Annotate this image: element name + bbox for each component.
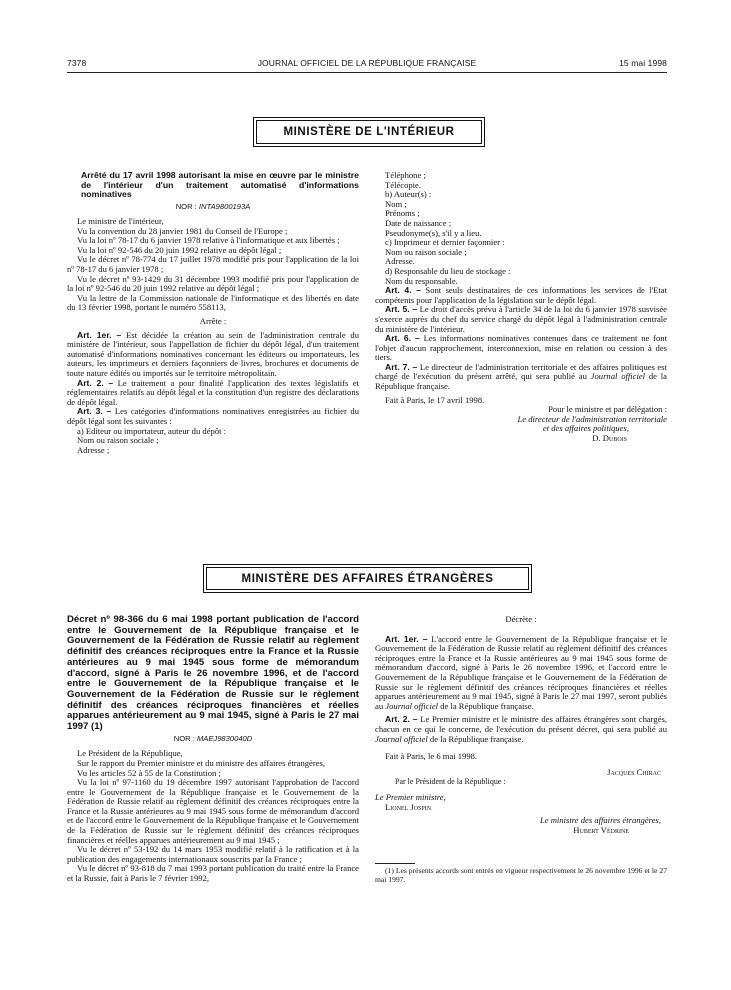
article-3-c: c) Imprimeur et dernier façonnier : (385, 237, 505, 248)
signer-name: D. Dubois (592, 433, 627, 444)
article-2: Art. 2. – Le traitement a pour finalité l'application des textes législatifs et réglementaires relatifs au dépôt légal et la constitution d'un registre des déclarations de dépôt légal. (67, 377, 359, 407)
article-7: Art. 7. – Le directeur de l'administration territoriale et des affaires politiques est chargé de l'exécution du présent arrêté, qui sera publié au Journal officiel de la République française. (375, 361, 667, 392)
list-item: Adresse ; (77, 444, 110, 455)
visa-paragraph: Vu le décret nº 53-192 du 14 mars 1953 modifié relatif à la ratification et à la publication des engagements internationaux souscrits par la France ; (67, 844, 359, 864)
signer-title: Le directeur de l'administration territoriale (517, 413, 667, 424)
article-3-d: d) Responsable du lieu de stockage : (385, 265, 511, 276)
ministry-interior-banner-label: MINISTÈRE DE L'INTÉRIEUR (256, 120, 482, 144)
article-1: Art. 1er. – L'accord entre le Gouvernement de la République française et le Gouvernement de la Fédération de Russie relatif au règlement définitif des créances réciproques entre la France et la Russie antérieures au 9 mai 1945 sous forme de mémorandum d'accord, signé à Paris le 26 novembre 1996, et l'accord entre le Gouvernement de la République française et le Gouvernement de la Fédération de Russie sur le règlement définitif des créances réciproques financières et réelles apparues antérieurement au 9 mai 1945, signé à Paris le 27 mai 1997, seront publiés au Journal officiel de la République française. (375, 633, 668, 711)
list-item: Nom du responsable. (385, 275, 458, 286)
list-item: Adresse. (385, 256, 415, 267)
page-number: 7378 (67, 58, 87, 68)
foreign-left-column (67, 615, 359, 884)
list-item: Nom ou raison sociale ; (385, 246, 467, 257)
visa-paragraph: Vu la loi nº 92-546 du 20 juin 1992 relative au dépôt légal ; (77, 244, 282, 255)
visa-paragraph: Le Président de la République, (77, 748, 183, 759)
article-4: Art. 4. – Sont seuls destinataires de ces informations les services de l'Etat compétents pour l'application de la législation sur le dépôt légal. (375, 285, 667, 305)
foreign-right-column (375, 615, 667, 884)
interior-left-column (67, 171, 359, 455)
article-5: Art. 5. – Le droit d'accès prévu à l'article 34 de la loi du 6 janvier 1978 susvisée s'exerce auprès du chef du service chargé du dépôt légal à l'administration centrale du ministère de l'intérieur. (375, 304, 667, 334)
fait-a-paris: Fait à Paris, le 6 mai 1998. (385, 751, 478, 762)
mae-name: Hubert Védrine (573, 824, 629, 835)
article-3: Art. 3. – Les catégories d'informations nominatives enregistrées au fichier du dépôt légal sont les suivantes : (67, 406, 359, 426)
ministry-foreign-affairs-banner-label: MINISTÈRE DES AFFAIRES ÉTRANGÈRES (206, 567, 529, 590)
visa-paragraph: Vu la lettre de la Commission nationale de l'informatique et des libertés en date du 13 février 1998, portant le numéro 558113, (67, 292, 359, 313)
foreign-nor: NOR : MAEJ9830040D (173, 733, 253, 743)
list-item: Prénoms ; (385, 208, 420, 219)
journal-title: JOURNAL OFFICIEL DE LA RÉPUBLIQUE FRANÇAISE (257, 58, 477, 68)
article-2: Art. 2. – Le Premier ministre et le ministre des affaires étrangères sont chargés, chacun en ce qui le concerne, de l'exécution du présent décret, qui sera publié au Journal officiel de la République française. (375, 714, 667, 744)
visa-paragraph: Sur le rapport du Premier ministre et du ministre des affaires étrangères, (77, 757, 326, 768)
pm-title: Le Premier ministre, (375, 791, 446, 802)
mae-title: Le ministre des affaires étrangères, (539, 815, 661, 826)
issue-date: 15 mai 1998 (619, 58, 667, 68)
footnote-rule (375, 863, 415, 864)
visa-paragraph: Vu la loi nº 97-1160 du 19 décembre 1997 autorisant l'approbation de l'accord entre le Gouvernement de la République française et le Gouvernement de la Fédération de Russie relatif au règlement définitif des créances réciproques entre la France et la Russie antérieures au 9 mai 1945 sous forme de mémorandum d'accord et de l'accord entre le Gouvernement de la République française et le Gouvernement de la Fédération de Russie sur le règlement définitif des créances réciproques financières et réelles apparues antérieurement au 9 mai 1945 ; (67, 777, 359, 845)
list-item: Pseudonyme(s), s'il y a lieu. (385, 227, 482, 238)
visa-paragraph: Vu la loi nº 78-17 du 6 janvier 1978 relative à l'informatique et aux libertés ; (77, 235, 340, 246)
visa-paragraph: Le ministre de l'intérieur, (77, 216, 164, 227)
running-header (67, 58, 667, 72)
article-3-b: b) Auteur(s) : (385, 189, 432, 200)
visa-paragraph: Vu le décret nº 78-774 du 17 juillet 1978 modifié pris pour l'application de la loi nº 78-17 du 6 janvier 1978 ; (67, 254, 359, 275)
article-3-a: a) Editeur ou importateur, auteur du dépôt : (77, 425, 227, 436)
article-1: Art. 1er. – Est décidée la création au sein de l'administration centrale du ministère de l'intérieur, sous l'appellation de fichier du dépôt légal, d'un traitement automatisé d'informations nominatives concernant les éditeurs ou importateurs, les auteurs, les imprimeurs et derniers façonniers de livres, brochures et documents de toute nature édités ou importés sur le territoire métropolitain. (67, 329, 359, 378)
par-le-president: Par le Président de la République : (395, 777, 506, 787)
article-6: Art. 6. – Les informations nominatives contenues dans ce traitement ne font l'objet d'aucun rapprochement, interconnexion, mise en relation ou cession à des tiers. (375, 333, 667, 363)
ministry-interior-banner (253, 117, 485, 147)
visa-paragraph: Vu le décret nº 93-1429 du 31 décembre 1993 modifié pris pour l'application de la loi nº 92-546 du 20 juin 1992 relative au dépôt légal ; (67, 273, 359, 294)
pm-name: Lionel Jospin (385, 801, 432, 812)
ministry-foreign-affairs-banner (203, 564, 532, 593)
footnote: (1) Les présents accords sont entrés en vigueur respectivement le 26 novembre 1996 et le 27 mai 1997. (375, 866, 667, 884)
president-signature: Jacques Chirac (607, 766, 661, 777)
arrete-heading: Arrête : (199, 316, 227, 327)
foreign-decree-title: Décret nº 98-366 du 6 mai 1998 portant publication de l'accord entre le Gouvernement de la République française et le Gouvernement de la Fédération de Russie relatif au règlement définitif des créances réciproques entre la France et la Russie antérieures au 9 mai 1945 sous forme de mémorandum d'accord, signé à Paris le 26 novembre 1996, et de l'accord entre le Gouvernement de la République française et le Gouvernement de la Fédération de Russie sur le règlement définitif des créances réciproques financières et réelles apparues antérieurement au 9 mai 1945, signé à Paris le 27 mai 1997 (1) (67, 614, 359, 733)
interior-right-column (375, 171, 667, 444)
list-item: Télécopie. (385, 179, 422, 190)
visa-paragraph: Vu la convention du 28 janvier 1981 du Conseil de l'Europe ; (77, 225, 288, 236)
list-item: Téléphone ; (385, 170, 426, 180)
interior-decree-title: Arrêté du 17 avril 1998 autorisant la mise en œuvre par le ministre de l'intérieur d'un traitement automatisé d'informations nominatives (81, 170, 359, 199)
decrete-heading: Décrète : (505, 614, 537, 624)
visa-paragraph: Vu les articles 52 à 55 de la Constitution ; (77, 767, 221, 778)
header-rule (67, 72, 667, 73)
interior-nor: NOR : INTA9800193A (175, 201, 251, 211)
visa-paragraph: Vu le décret nº 93-818 du 7 mai 1993 portant publication du traité entre la France et la Russie, fait à Paris le 7 février 1992, (67, 863, 359, 884)
delegation-line: Pour le ministre et par délégation : (548, 404, 667, 415)
fait-a-paris: Fait à Paris, le 17 avril 1998. (385, 394, 485, 405)
list-item: Nom ; (385, 198, 407, 209)
list-item: Date de naissance ; (385, 217, 452, 228)
signer-title: et des affaires politiques, (542, 423, 629, 434)
list-item: Nom ou raison sociale ; (77, 435, 159, 446)
